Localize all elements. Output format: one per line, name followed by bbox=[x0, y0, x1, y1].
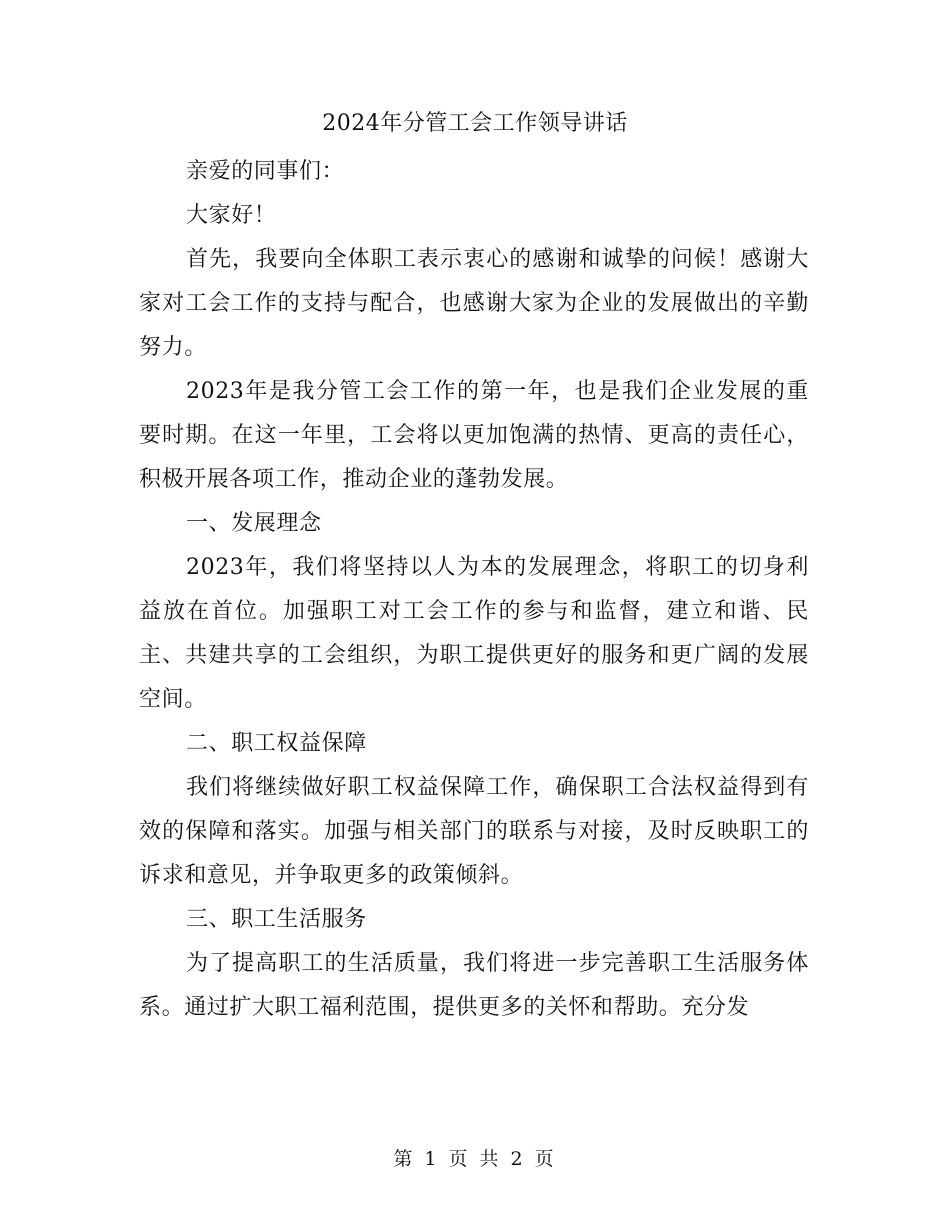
section-heading-services: 三、职工生活服务 bbox=[186, 907, 367, 932]
document-title: 2024年分管工会工作领导讲话 bbox=[322, 111, 628, 136]
section-heading-rights: 二、职工权益保障 bbox=[186, 731, 367, 756]
paragraph-rights: 我们将继续做好职工权益保障工作，确保职工合法权益得到有效的保障和落实。加强与相关部门的联系与对接，及时反映职工的诉求和意见，并争取更多的政策倾斜。 bbox=[139, 775, 809, 888]
paragraph-salutation: 亲爱的同事们： bbox=[186, 159, 345, 184]
document-body bbox=[139, 150, 809, 1030]
page-number-footer: 第 1 页 共 2 页 bbox=[393, 1148, 557, 1170]
section-heading-development: 一、发展理念 bbox=[186, 511, 322, 536]
paragraph-greeting: 大家好！ bbox=[186, 203, 277, 228]
paragraph-thanks: 首先，我要向全体职工表示衷心的感谢和诚挚的问候！感谢大家对工会工作的支持与配合，也感谢大家为企业的发展做出的辛勤努力。 bbox=[139, 247, 809, 360]
paragraph-intro-2023: 2023年是我分管工会工作的第一年，也是我们企业发展的重要时期。在这一年里，工会将以更加饱满的热情、更高的责任心，积极开展各项工作，推动企业的蓬勃发展。 bbox=[139, 379, 809, 492]
paragraph-services: 为了提高职工的生活质量，我们将进一步完善职工生活服务体系。通过扩大职工福利范围，提供更多的关怀和帮助。充分发 bbox=[139, 951, 809, 1020]
paragraph-development: 2023年，我们将坚持以人为本的发展理念，将职工的切身利益放在首位。加强职工对工会工作的参与和监督，建立和谐、民主、共建共享的工会组织，为职工提供更好的服务和更广阔的发展空间。 bbox=[139, 555, 809, 712]
